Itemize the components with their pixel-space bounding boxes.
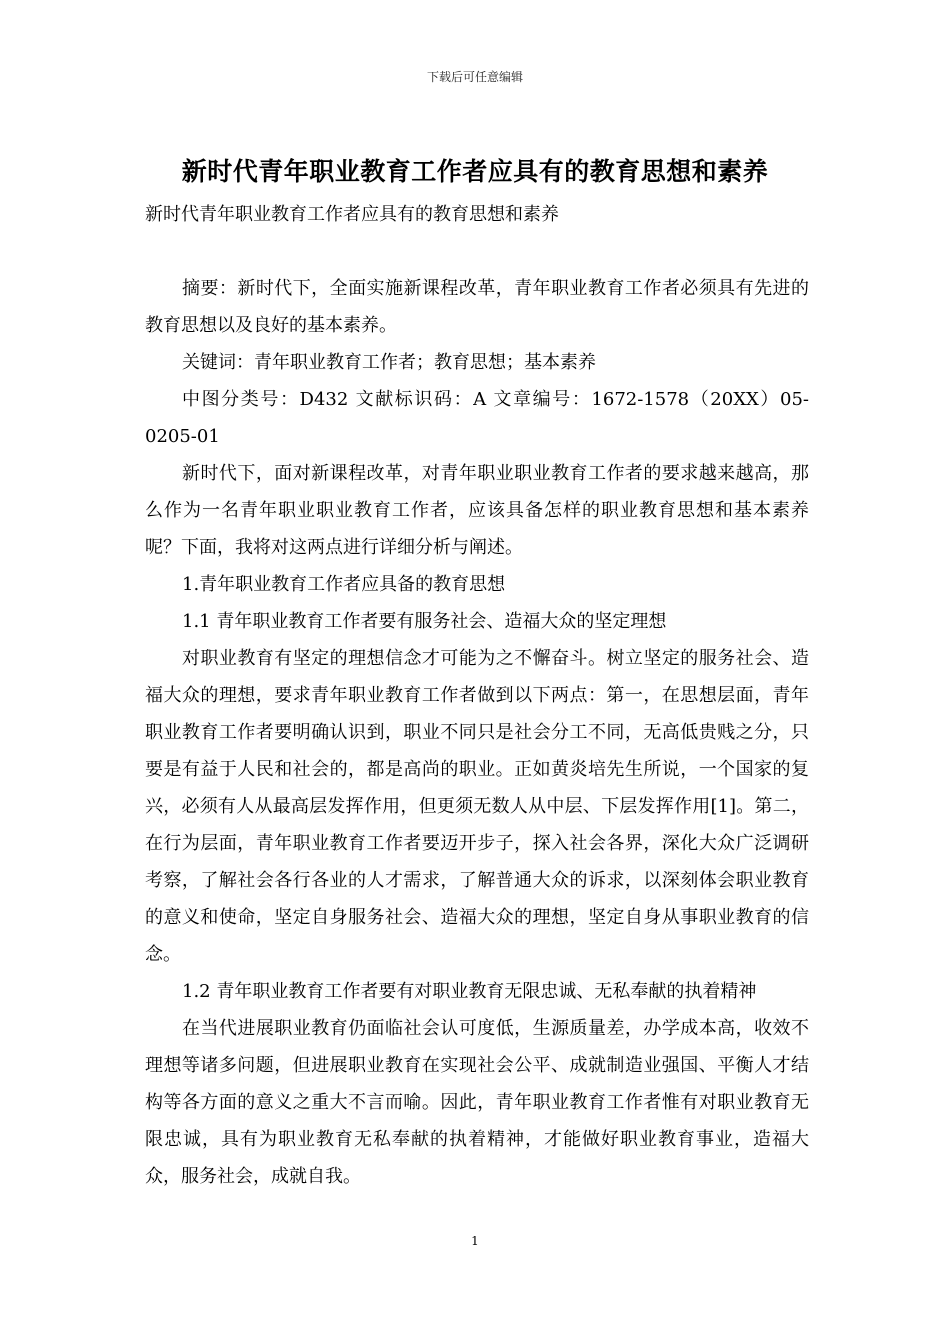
page-header: 下载后可任意编辑	[426, 70, 523, 84]
classification-paragraph: 中图分类号：D432 文献标识码：A 文章编号：1672-1578（20XX）05-0205-01	[145, 389, 809, 447]
abstract-paragraph: 摘要：新时代下，全面实施新课程改革，青年职业教育工作者必须具有先进的教育思想以及良好的基本素养。	[145, 278, 809, 336]
intro-paragraph: 新时代下，面对新课程改革，对青年职业职业教育工作者的要求越来越高，那么作为一名青年职业职业教育工作者，应该具备怎样的职业教育思想和基本素养呢？下面，我将对这两点进行详细分析与阐述。	[145, 463, 809, 558]
section-1-1-paragraph: 对职业教育有坚定的理想信念才可能为之不懈奋斗。树立坚定的服务社会、造福大众的理想，要求青年职业教育工作者做到以下两点：第一，在思想层面，青年职业教育工作者要明确认识到，职业不同只是社会分工不同，无高低贵贱之分，只要是有益于人民和社会的，都是高尚的职业。正如黄炎培先生所说，一个国家的复兴，必须有人从最高层发挥作用，但更须无数人从中层、下层发挥作用[1]。第二，在行为层面，青年职业教育工作者要迈开步子，探入社会各界，深化大众广泛调研考察，了解社会各行各业的人才需求，了解普通大众的诉求，以深刻体会职业教育的意义和使命，坚定自身服务社会、造福大众的理想，坚定自身从事职业教育的信念。	[145, 648, 809, 965]
keywords-paragraph: 关键词：青年职业教育工作者；教育思想；基本素养	[182, 352, 596, 373]
document-body	[145, 270, 809, 1195]
document-title: 新时代青年职业教育工作者应具有的教育思想和素养	[181, 157, 769, 186]
section-1-2-heading: 1.2 青年职业教育工作者要有对职业教育无限忠诚、无私奉献的执着精神	[182, 981, 757, 1002]
section-1-2-paragraph: 在当代进展职业教育仍面临社会认可度低，生源质量差，办学成本高，收效不理想等诸多问题，但进展职业教育在实现社会公平、成就制造业强国、平衡人才结构等各方面的意义之重大不言而喻。因此，青年职业教育工作者惟有对职业教育无限忠诚，具有为职业教育无私奉献的执着精神，才能做好职业教育事业，造福大众，服务社会，成就自我。	[145, 1018, 809, 1187]
section-1-heading: 1.青年职业教育工作者应具备的教育思想	[182, 574, 506, 595]
section-1-1-heading: 1.1 青年职业教育工作者要有服务社会、造福大众的坚定理想	[182, 611, 667, 632]
document-subtitle: 新时代青年职业教育工作者应具有的教育思想和素养	[145, 204, 559, 225]
page-number: 1	[471, 1234, 479, 1248]
